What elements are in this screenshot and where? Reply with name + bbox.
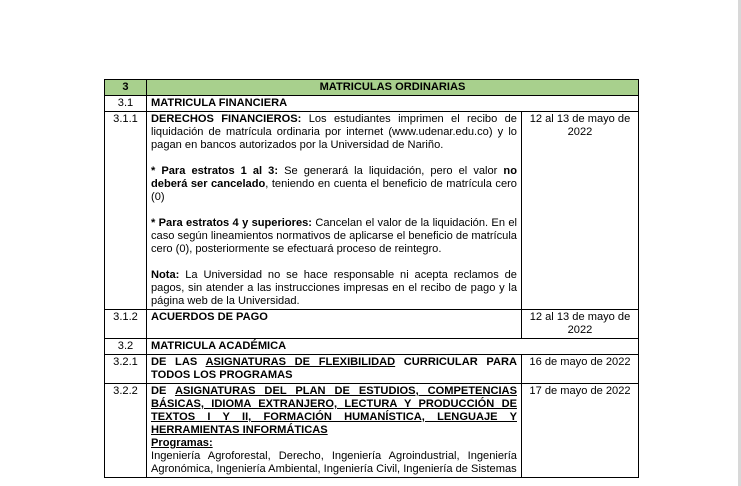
- row-title: ACUERDOS DE PAGO: [147, 310, 522, 339]
- table-row: [105, 310, 639, 339]
- estratos-1-3-label: * Para estratos 1 al 3:: [151, 165, 279, 177]
- paragraph: [151, 113, 517, 152]
- paragraph: [151, 356, 517, 382]
- table-row: [105, 339, 639, 355]
- table-row: [105, 355, 639, 384]
- text-run: DE LAS: [151, 356, 206, 368]
- row-date: 17 de mayo de 2022: [521, 384, 638, 478]
- row-content: [147, 112, 522, 310]
- row-number: 3.2.2: [105, 384, 147, 478]
- row-date: 16 de mayo de 2022: [521, 355, 638, 384]
- note-text: La Universidad no se hace responsable ni acepta reclamos de pagos, sin atender a las instrucciones impresas en el recibo de pago y la página web de la Universidad.: [151, 269, 517, 307]
- underlined-text: ASIGNATURAS DEL PLAN DE ESTUDIOS, COMPETENCIAS BÁSICAS, IDIOMA EXTRANJERO, LECTURA Y PRODUCCIÓN DE TEXTOS I Y II, FORMACIÓN HUMANÍSTICA, LENGUAJE Y HERRAMIENTAS INFORMÁTICAS: [151, 385, 517, 436]
- paragraph: [151, 269, 517, 308]
- paragraph: [151, 165, 517, 204]
- no-cancel-text: no deberá ser cancelado: [151, 165, 517, 190]
- estratos-4-label: * Para estratos 4 y superiores:: [151, 217, 312, 229]
- row-number: 3.1.1: [105, 112, 147, 310]
- text-run: , teniendo en cuenta el beneficio de matrícula cero (0): [151, 178, 517, 203]
- note-label: Nota:: [151, 269, 180, 281]
- row-number: 3.1: [105, 96, 147, 112]
- schedule-table: [104, 79, 639, 478]
- paragraph: [151, 385, 517, 437]
- section-title: MATRICULAS ORDINARIAS: [147, 80, 639, 96]
- row-number: 3.2: [105, 339, 147, 355]
- row-title: MATRICULA FINANCIERA: [147, 96, 639, 112]
- derechos-heading: DERECHOS FINANCIEROS:: [151, 113, 302, 125]
- paragraph: [151, 217, 517, 256]
- programs-label: Programas:: [151, 437, 213, 449]
- row-date: 12 al 13 de mayo de 2022: [521, 310, 638, 339]
- text-run: DE: [151, 385, 175, 397]
- row-content: [147, 384, 522, 478]
- underlined-text: ASIGNATURAS DE FLEXIBILIDAD: [205, 356, 396, 368]
- row-title: MATRICULA ACADÉMICA: [147, 339, 639, 355]
- section-header-row: [105, 80, 639, 96]
- text-run: CURRICULAR PARA TODOS LOS PROGRAMAS: [151, 356, 517, 381]
- row-number: 3.2.1: [105, 355, 147, 384]
- table-row: [105, 96, 639, 112]
- row-number: 3.1.2: [105, 310, 147, 339]
- text-run: Se generará la liquidación, pero el valor: [278, 165, 504, 177]
- row-content: [147, 355, 522, 384]
- table-row: [105, 384, 639, 478]
- table-row: [105, 112, 639, 310]
- programs-text: Ingeniería Agroforestal, Derecho, Ingeniería Agroindustrial, Ingeniería Agronómica, Ingeniería Ambiental, Ingeniería Civil, Ingeniería de Sistemas: [151, 450, 517, 475]
- derechos-intro: Los estudiantes imprimen el recibo de liquidación de matrícula ordinaria por internet (www.udenar.edu.co) y lo pagan en bancos autorizados por la Universidad de Nariño.: [151, 113, 517, 151]
- text-run: Cancelan el valor de la liquidación. En el caso según lineamientos normativos de aplicarse el beneficio de matrícula cero (0), posteriormente se efectuará proceso de reintegro.: [151, 217, 517, 255]
- row-date: 12 al 13 de mayo de 2022: [521, 112, 638, 310]
- section-number: 3: [105, 80, 147, 96]
